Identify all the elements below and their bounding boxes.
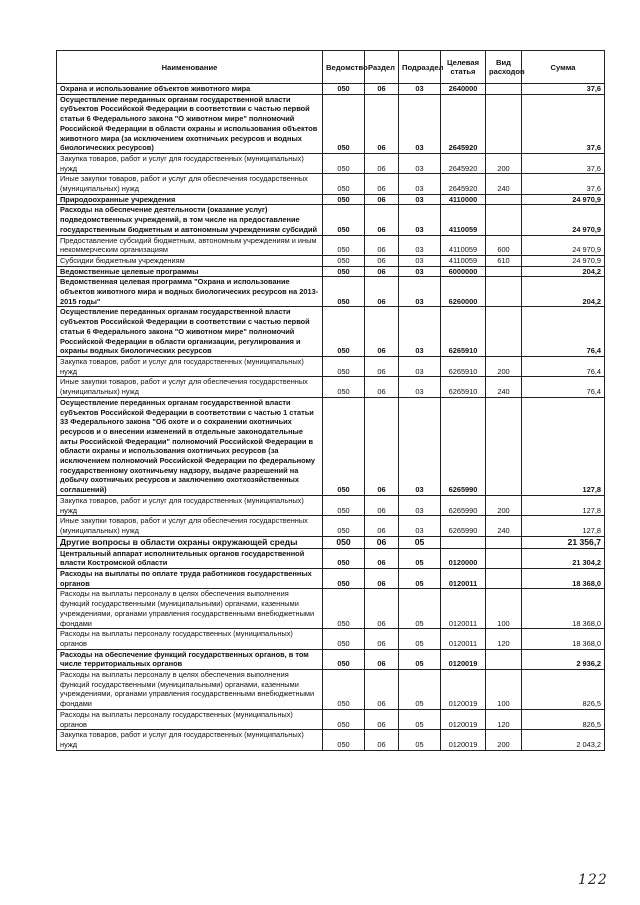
cell-section: 06 [365, 194, 399, 205]
cell-section: 06 [365, 153, 399, 173]
cell-exptype: 240 [486, 377, 522, 397]
header-exptype: Вид расходов [486, 51, 522, 84]
cell-sum: 204,2 [522, 266, 605, 277]
table-row [57, 266, 605, 277]
cell-target: 6000000 [441, 266, 486, 277]
header-dept: Ведомство [323, 51, 365, 84]
cell-name: Расходы на выплаты по оплате труда работников государственных органов [57, 569, 323, 589]
cell-section: 06 [365, 205, 399, 235]
cell-name: Природоохранные учреждения [57, 194, 323, 205]
cell-subsection: 03 [399, 255, 441, 266]
cell-dept: 050 [323, 266, 365, 277]
table-row [57, 670, 605, 710]
cell-exptype [486, 307, 522, 357]
table-row [57, 569, 605, 589]
cell-section: 06 [365, 629, 399, 649]
cell-name: Субсидии бюджетным учреждениям [57, 255, 323, 266]
cell-exptype [486, 266, 522, 277]
cell-subsection: 03 [399, 94, 441, 153]
cell-dept: 050 [323, 277, 365, 307]
cell-target: 6265910 [441, 377, 486, 397]
cell-sum: 24 970,9 [522, 194, 605, 205]
cell-exptype: 100 [486, 670, 522, 710]
cell-subsection: 03 [399, 205, 441, 235]
cell-subsection: 05 [399, 536, 441, 548]
cell-name: Другие вопросы в области охраны окружающей среды [57, 536, 323, 548]
table-row [57, 235, 605, 255]
cell-dept: 050 [323, 629, 365, 649]
cell-subsection: 05 [399, 569, 441, 589]
cell-target: 0120011 [441, 629, 486, 649]
cell-sum: 127,8 [522, 516, 605, 536]
cell-target: 6265990 [441, 397, 486, 495]
table-row [57, 205, 605, 235]
table-row [57, 709, 605, 729]
cell-dept: 050 [323, 174, 365, 194]
header-target: Целевая статья [441, 51, 486, 84]
cell-target: 4110059 [441, 255, 486, 266]
cell-dept: 050 [323, 153, 365, 173]
cell-dept: 050 [323, 536, 365, 548]
table-body [57, 84, 605, 751]
cell-section: 06 [365, 536, 399, 548]
cell-exptype: 120 [486, 629, 522, 649]
cell-section: 06 [365, 516, 399, 536]
cell-name: Иные закупки товаров, работ и услуг для обеспечения государственных (муниципальных) нужд [57, 174, 323, 194]
cell-sum: 76,4 [522, 307, 605, 357]
cell-dept: 050 [323, 516, 365, 536]
header-sum: Сумма [522, 51, 605, 84]
cell-subsection: 05 [399, 548, 441, 568]
cell-subsection: 03 [399, 277, 441, 307]
cell-name: Ведомственная целевая программа "Охрана и использование объектов животного мира и водных биологических ресурсов на 2013-2015 годы" [57, 277, 323, 307]
cell-sum: 18 368,0 [522, 589, 605, 629]
cell-name: Иные закупки товаров, работ и услуг для обеспечения государственных (муниципальных) нужд [57, 377, 323, 397]
table-row [57, 397, 605, 495]
cell-name: Закупка товаров, работ и услуг для государственных (муниципальных) нужд [57, 356, 323, 376]
cell-dept: 050 [323, 649, 365, 669]
cell-section: 06 [365, 709, 399, 729]
cell-name: Иные закупки товаров, работ и услуг для обеспечения государственных (муниципальных) нужд [57, 516, 323, 536]
cell-exptype: 200 [486, 153, 522, 173]
cell-exptype: 200 [486, 730, 522, 750]
cell-name: Осуществление переданных органам государственной власти субъектов Российской Федерации в соответствии с частью первой статьи 6 Федерального закона "О животном мире" полномочий Российской Федерации в области охраны и использования объектов животного мира (за исключением охотничьих ресурсов и водных биологических ресурсов) [57, 94, 323, 153]
cell-section: 06 [365, 397, 399, 495]
cell-exptype [486, 277, 522, 307]
cell-subsection: 03 [399, 377, 441, 397]
cell-section: 06 [365, 730, 399, 750]
cell-section: 06 [365, 377, 399, 397]
cell-section: 06 [365, 495, 399, 515]
table-row [57, 516, 605, 536]
cell-sum: 127,8 [522, 397, 605, 495]
cell-dept: 050 [323, 307, 365, 357]
cell-subsection: 03 [399, 356, 441, 376]
cell-exptype: 200 [486, 356, 522, 376]
cell-subsection: 03 [399, 266, 441, 277]
cell-subsection: 05 [399, 629, 441, 649]
cell-target: 4110059 [441, 235, 486, 255]
cell-exptype [486, 569, 522, 589]
cell-section: 06 [365, 670, 399, 710]
cell-name: Расходы на обеспечение функций государственных органов, в том числе территориальных органов [57, 649, 323, 669]
cell-target: 0120019 [441, 730, 486, 750]
cell-dept: 050 [323, 356, 365, 376]
cell-name: Охрана и использование объектов животного мира [57, 84, 323, 95]
cell-target: 4110059 [441, 205, 486, 235]
table-row [57, 629, 605, 649]
cell-exptype [486, 205, 522, 235]
cell-sum: 21 356,7 [522, 536, 605, 548]
cell-target: 0120011 [441, 589, 486, 629]
table-row [57, 649, 605, 669]
table-row [57, 277, 605, 307]
table-row [57, 194, 605, 205]
cell-section: 06 [365, 235, 399, 255]
cell-subsection: 03 [399, 307, 441, 357]
cell-dept: 050 [323, 84, 365, 95]
cell-section: 06 [365, 84, 399, 95]
table-row [57, 153, 605, 173]
cell-name: Центральный аппарат исполнительных органов государственной власти Костромской области [57, 548, 323, 568]
cell-target: 0120019 [441, 709, 486, 729]
cell-subsection: 05 [399, 670, 441, 710]
cell-section: 06 [365, 266, 399, 277]
cell-sum: 37,6 [522, 153, 605, 173]
cell-target: 0120019 [441, 670, 486, 710]
cell-section: 06 [365, 569, 399, 589]
cell-target [441, 536, 486, 548]
cell-sum: 18 368,0 [522, 569, 605, 589]
cell-exptype: 120 [486, 709, 522, 729]
cell-subsection: 03 [399, 516, 441, 536]
cell-target: 6265990 [441, 516, 486, 536]
table-row [57, 730, 605, 750]
table-row [57, 536, 605, 548]
cell-sum: 37,6 [522, 84, 605, 95]
cell-exptype: 240 [486, 516, 522, 536]
cell-name: Закупка товаров, работ и услуг для государственных (муниципальных) нужд [57, 495, 323, 515]
table-row [57, 548, 605, 568]
cell-target: 4110000 [441, 194, 486, 205]
cell-exptype [486, 548, 522, 568]
cell-name: Закупка товаров, работ и услуг для государственных (муниципальных) нужд [57, 153, 323, 173]
cell-dept: 050 [323, 235, 365, 255]
cell-subsection: 03 [399, 84, 441, 95]
cell-section: 06 [365, 277, 399, 307]
cell-subsection: 05 [399, 730, 441, 750]
cell-sum: 76,4 [522, 377, 605, 397]
cell-section: 06 [365, 307, 399, 357]
table-row [57, 94, 605, 153]
cell-dept: 050 [323, 670, 365, 710]
cell-exptype [486, 397, 522, 495]
header-section: Раздел [365, 51, 399, 84]
cell-dept: 050 [323, 730, 365, 750]
cell-exptype [486, 536, 522, 548]
cell-dept: 050 [323, 548, 365, 568]
cell-sum: 24 970,9 [522, 205, 605, 235]
cell-dept: 050 [323, 377, 365, 397]
cell-subsection: 05 [399, 649, 441, 669]
cell-section: 06 [365, 649, 399, 669]
budget-table [56, 50, 605, 751]
cell-subsection: 03 [399, 194, 441, 205]
cell-sum: 37,6 [522, 174, 605, 194]
table-row [57, 174, 605, 194]
cell-dept: 050 [323, 94, 365, 153]
cell-name: Ведомственные целевые программы [57, 266, 323, 277]
cell-name: Расходы на выплаты персоналу государственных (муниципальных) органов [57, 629, 323, 649]
cell-target: 2645920 [441, 153, 486, 173]
cell-dept: 050 [323, 194, 365, 205]
cell-target: 6265910 [441, 356, 486, 376]
cell-sum: 2 043,2 [522, 730, 605, 750]
table-row [57, 356, 605, 376]
cell-dept: 050 [323, 255, 365, 266]
cell-dept: 050 [323, 495, 365, 515]
cell-sum: 826,5 [522, 670, 605, 710]
cell-name: Осуществление переданных органам государственной власти субъектов Российской Федерации в соответствии с частью 1 статьи 33 Федерального закона "Об охоте и о сохранении охотничьих ресурсов и о внесении изменений в отдельные законодательные акты Российской Федерации" полномочий Российской Федерации в области охраны и использования охотничьих ресурсов (за исключением полномочий Российской Федерации по федеральному государственному охотничьему надзору, выдаче разрешений на добычу охотничьих ресурсов и заключению охотхозяйственных соглашений) [57, 397, 323, 495]
table-row [57, 589, 605, 629]
cell-name: Предоставление субсидий бюджетным, автономным учреждениям и иным некоммерческим организациям [57, 235, 323, 255]
cell-exptype: 600 [486, 235, 522, 255]
table-row [57, 377, 605, 397]
cell-exptype [486, 94, 522, 153]
cell-subsection: 03 [399, 495, 441, 515]
cell-exptype: 610 [486, 255, 522, 266]
cell-dept: 050 [323, 709, 365, 729]
cell-name: Закупка товаров, работ и услуг для государственных (муниципальных) нужд [57, 730, 323, 750]
cell-subsection: 03 [399, 397, 441, 495]
cell-target: 6260000 [441, 277, 486, 307]
cell-dept: 050 [323, 589, 365, 629]
cell-exptype [486, 84, 522, 95]
cell-sum: 18 368,0 [522, 629, 605, 649]
page-signature: 122 [578, 872, 608, 888]
cell-target: 0120019 [441, 649, 486, 669]
cell-name: Расходы на выплаты персоналу в целях обеспечения выполнения функций государственными (муниципальными) органами, казенными учреждениями, органами управления государственными внебюджетными фондами [57, 670, 323, 710]
cell-target: 6265990 [441, 495, 486, 515]
cell-section: 06 [365, 548, 399, 568]
cell-name: Расходы на выплаты персоналу государственных (муниципальных) органов [57, 709, 323, 729]
cell-section: 06 [365, 589, 399, 629]
cell-exptype [486, 649, 522, 669]
cell-section: 06 [365, 356, 399, 376]
cell-sum: 127,8 [522, 495, 605, 515]
cell-section: 06 [365, 255, 399, 266]
cell-target: 2645920 [441, 174, 486, 194]
header-subsection: Подраздел [399, 51, 441, 84]
cell-target: 2645920 [441, 94, 486, 153]
cell-target: 0120011 [441, 569, 486, 589]
cell-dept: 050 [323, 205, 365, 235]
cell-sum: 76,4 [522, 356, 605, 376]
cell-target: 6265910 [441, 307, 486, 357]
cell-target: 2640000 [441, 84, 486, 95]
cell-name: Осуществление переданных органам государственной власти субъектов Российской Федерации в соответствии с частью первой статьи 6 Федерального закона "О животном мире" полномочий Российской Федерации в области организации, регулирования и охраны водных биологических ресурсов [57, 307, 323, 357]
table-row [57, 307, 605, 357]
cell-name: Расходы на выплаты персоналу в целях обеспечения выполнения функций государственными (муниципальными) органами, казенными учреждениями, органами управления государственными внебюджетными фондами [57, 589, 323, 629]
cell-exptype: 100 [486, 589, 522, 629]
cell-exptype: 200 [486, 495, 522, 515]
table-row [57, 255, 605, 266]
table-row [57, 495, 605, 515]
cell-subsection: 03 [399, 174, 441, 194]
cell-dept: 050 [323, 397, 365, 495]
cell-subsection: 05 [399, 589, 441, 629]
cell-subsection: 03 [399, 153, 441, 173]
cell-sum: 37,6 [522, 94, 605, 153]
cell-sum: 21 304,2 [522, 548, 605, 568]
cell-subsection: 05 [399, 709, 441, 729]
cell-target: 0120000 [441, 548, 486, 568]
table-header-row [57, 51, 605, 84]
header-name: Наименование [57, 51, 323, 84]
cell-exptype: 240 [486, 174, 522, 194]
cell-section: 06 [365, 94, 399, 153]
cell-sum: 204,2 [522, 277, 605, 307]
cell-sum: 24 970,9 [522, 255, 605, 266]
cell-dept: 050 [323, 569, 365, 589]
cell-section: 06 [365, 174, 399, 194]
cell-sum: 2 936,2 [522, 649, 605, 669]
cell-exptype [486, 194, 522, 205]
cell-sum: 24 970,9 [522, 235, 605, 255]
cell-sum: 826,5 [522, 709, 605, 729]
table-row [57, 84, 605, 95]
cell-name: Расходы на обеспечение деятельности (оказание услуг) подведомственных учреждений, в том числе на предоставление государственным бюджетным и автономным учреждениям субсидий [57, 205, 323, 235]
cell-subsection: 03 [399, 235, 441, 255]
